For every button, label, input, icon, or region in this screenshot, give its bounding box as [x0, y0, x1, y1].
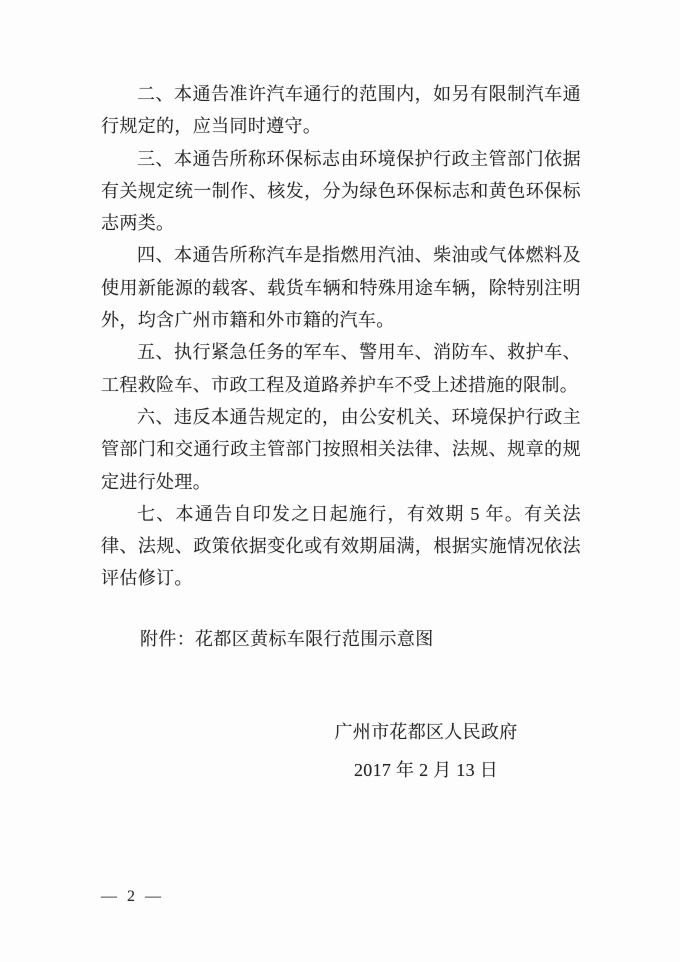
clause-2: 二、本通告准许汽车通行的范围内，如另有限制汽车通行规定的，应当同时遵守。 [101, 84, 581, 137]
issue-date: 2017 年 2 月 13 日 [354, 760, 498, 781]
issuer-name: 广州市花都区人民政府 [334, 722, 518, 743]
signature-block [326, 713, 526, 789]
clause-5: 五、执行紧急任务的军车、警用车、消防车、救护车、工程救险车、市政工程及道路养护车不受上述措施的限制。 [101, 342, 581, 395]
attachment-line: 附件：花都区黄标车限行范围示意图 [140, 628, 434, 649]
document-body [101, 78, 581, 789]
clause-3: 三、本通告所称环保标志由环境保护行政主管部门依据有关规定统一制作、核发，分为绿色环保标志和黄色环保标志两类。 [101, 148, 581, 234]
clause-7: 七、本通告自印发之日起施行，有效期 5 年。有关法律、法规、政策依据变化或有效期届满，根据实施情况依法评估修订。 [101, 503, 581, 589]
clause-6: 六、违反本通告规定的，由公安机关、环境保护行政主管部门和交通行政主管部门按照相关法律、法规、规章的规定进行处理。 [101, 406, 581, 492]
clause-4: 四、本通告所称汽车是指燃用汽油、柴油或气体燃料及使用新能源的载客、载货车辆和特殊用途车辆，除特别注明外，均含广州市籍和外市籍的汽车。 [101, 245, 581, 331]
page-number: — 2 — [101, 888, 164, 905]
